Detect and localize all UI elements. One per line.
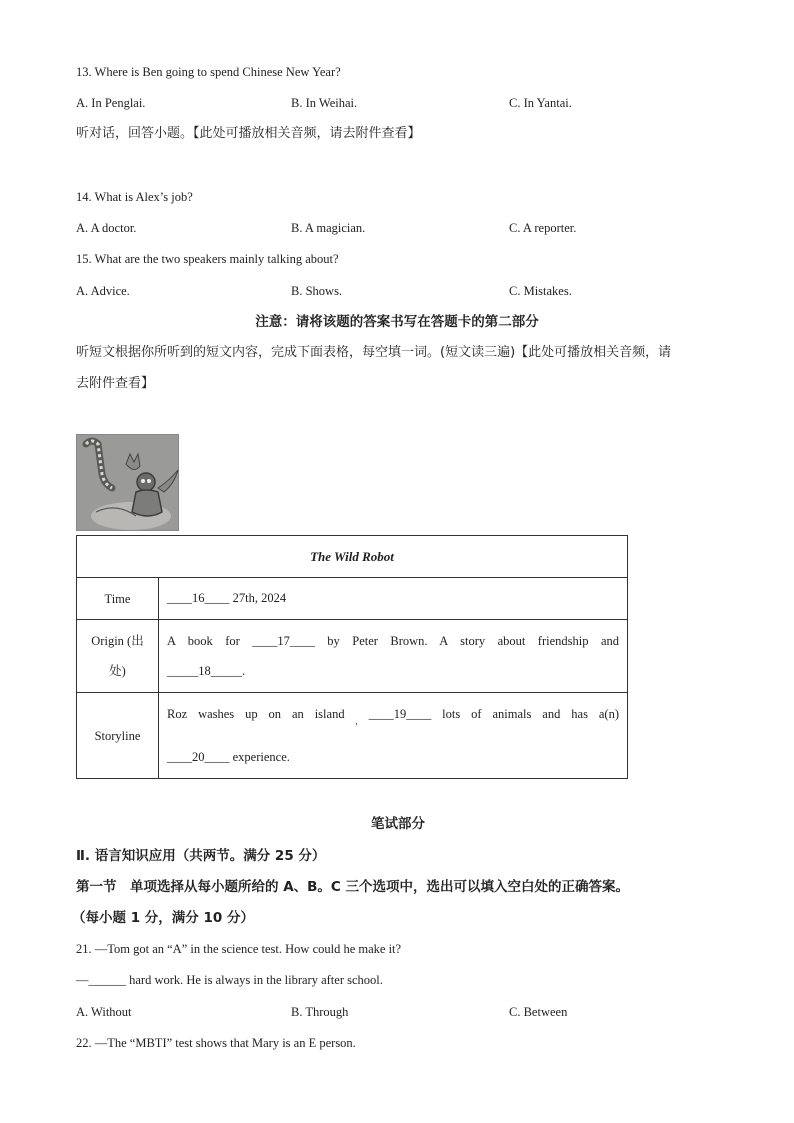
wild-robot-table xyxy=(76,535,628,779)
wild-robot-illustration xyxy=(76,434,179,531)
origin-cell xyxy=(159,620,628,693)
part2-title: Ⅱ. 语言知识应用（共两节。满分 25 分） xyxy=(76,848,326,864)
answer-sheet-notice: 注意：请将该题的答案书写在答题卡的第二部分 xyxy=(255,314,539,330)
storyline-cell xyxy=(159,693,628,779)
question-14: 14. What is Alex’s job? xyxy=(76,190,193,204)
q15-option-a: A. Advice. xyxy=(76,284,130,298)
q21-answer-line: —______ hard work. He is always in the library after school. xyxy=(76,973,383,987)
origin-text-b: by Peter Brown. A story about friendship and xyxy=(314,634,619,648)
origin-text-end: . xyxy=(242,664,246,678)
question-21: 21. —Tom got an “A” in the science test. How could he make it? xyxy=(76,942,402,956)
q13-option-b: B. In Weihai. xyxy=(291,96,358,110)
story-text-a: Roz washes up on an island xyxy=(167,707,345,721)
origin-label-line1: Origin (出 xyxy=(91,634,144,648)
story-text-b: lots of animals and has a(n) xyxy=(442,707,620,721)
q13-option-c: C. In Yantai. xyxy=(509,96,572,110)
q14-option-c: C. A reporter. xyxy=(509,221,577,235)
time-value: 27th, 2024 xyxy=(229,591,287,605)
section1-instruction-line2: （每小题 1 分，满分 10 分） xyxy=(72,910,254,926)
table-title: The Wild Robot xyxy=(77,536,628,578)
question-22: 22. —The “MBTI” test shows that Mary is an E person. xyxy=(76,1036,356,1050)
dialogue-instruction: 听对话，回答小题。【此处可播放相关音频，请去附件查看】 xyxy=(76,126,421,141)
origin-label xyxy=(77,620,159,693)
q14-option-b: B. A magician. xyxy=(291,221,366,235)
origin-line1 xyxy=(167,626,619,656)
blank-19: ____19____ xyxy=(368,707,432,721)
q21-option-b: B. Through xyxy=(291,1005,349,1019)
storyline-label: Storyline xyxy=(77,693,159,779)
q21-option-a: A. Without xyxy=(76,1005,132,1019)
origin-text-a: A book for xyxy=(167,634,253,648)
section1-instruction-line1: 第一节 单项选择从每小题所给的 A、B。C 三个选项中，选出可以填入空白处的正确答案。 xyxy=(76,879,630,895)
blank-20: ____20____ xyxy=(167,750,230,764)
story-text-end: experience. xyxy=(229,750,290,764)
passage-instruction-line1: 听短文根据你所听到的短文内容，完成下面表格，每空填一词。(短文读三遍)【此处可播放相关音频，请 xyxy=(76,345,672,360)
time-cell xyxy=(159,578,628,620)
origin-label-line2: 处) xyxy=(109,664,126,678)
time-label: Time xyxy=(77,578,159,620)
blank-18: _____18_____ xyxy=(167,664,242,678)
question-15: 15. What are the two speakers mainly talking about? xyxy=(76,252,339,266)
passage-instruction-line2: 去附件查看】 xyxy=(76,376,155,391)
blank-17: ____17____ xyxy=(252,634,315,648)
written-section-heading: 笔试部分 xyxy=(371,816,425,832)
q15-option-b: B. Shows. xyxy=(291,284,343,298)
q13-option-a: A. In Penglai. xyxy=(76,96,146,110)
storyline-line1 xyxy=(167,693,619,736)
q21-option-c: C. Between xyxy=(509,1005,568,1019)
q14-option-a: A. A doctor. xyxy=(76,221,137,235)
storyline-line2 xyxy=(167,736,619,778)
origin-line2 xyxy=(167,656,619,686)
question-13: 13. Where is Ben going to spend Chinese New Year? xyxy=(76,65,341,79)
blank-16: ____16____ xyxy=(167,591,230,605)
q15-option-c: C. Mistakes. xyxy=(509,284,572,298)
story-comma: , xyxy=(355,716,358,726)
